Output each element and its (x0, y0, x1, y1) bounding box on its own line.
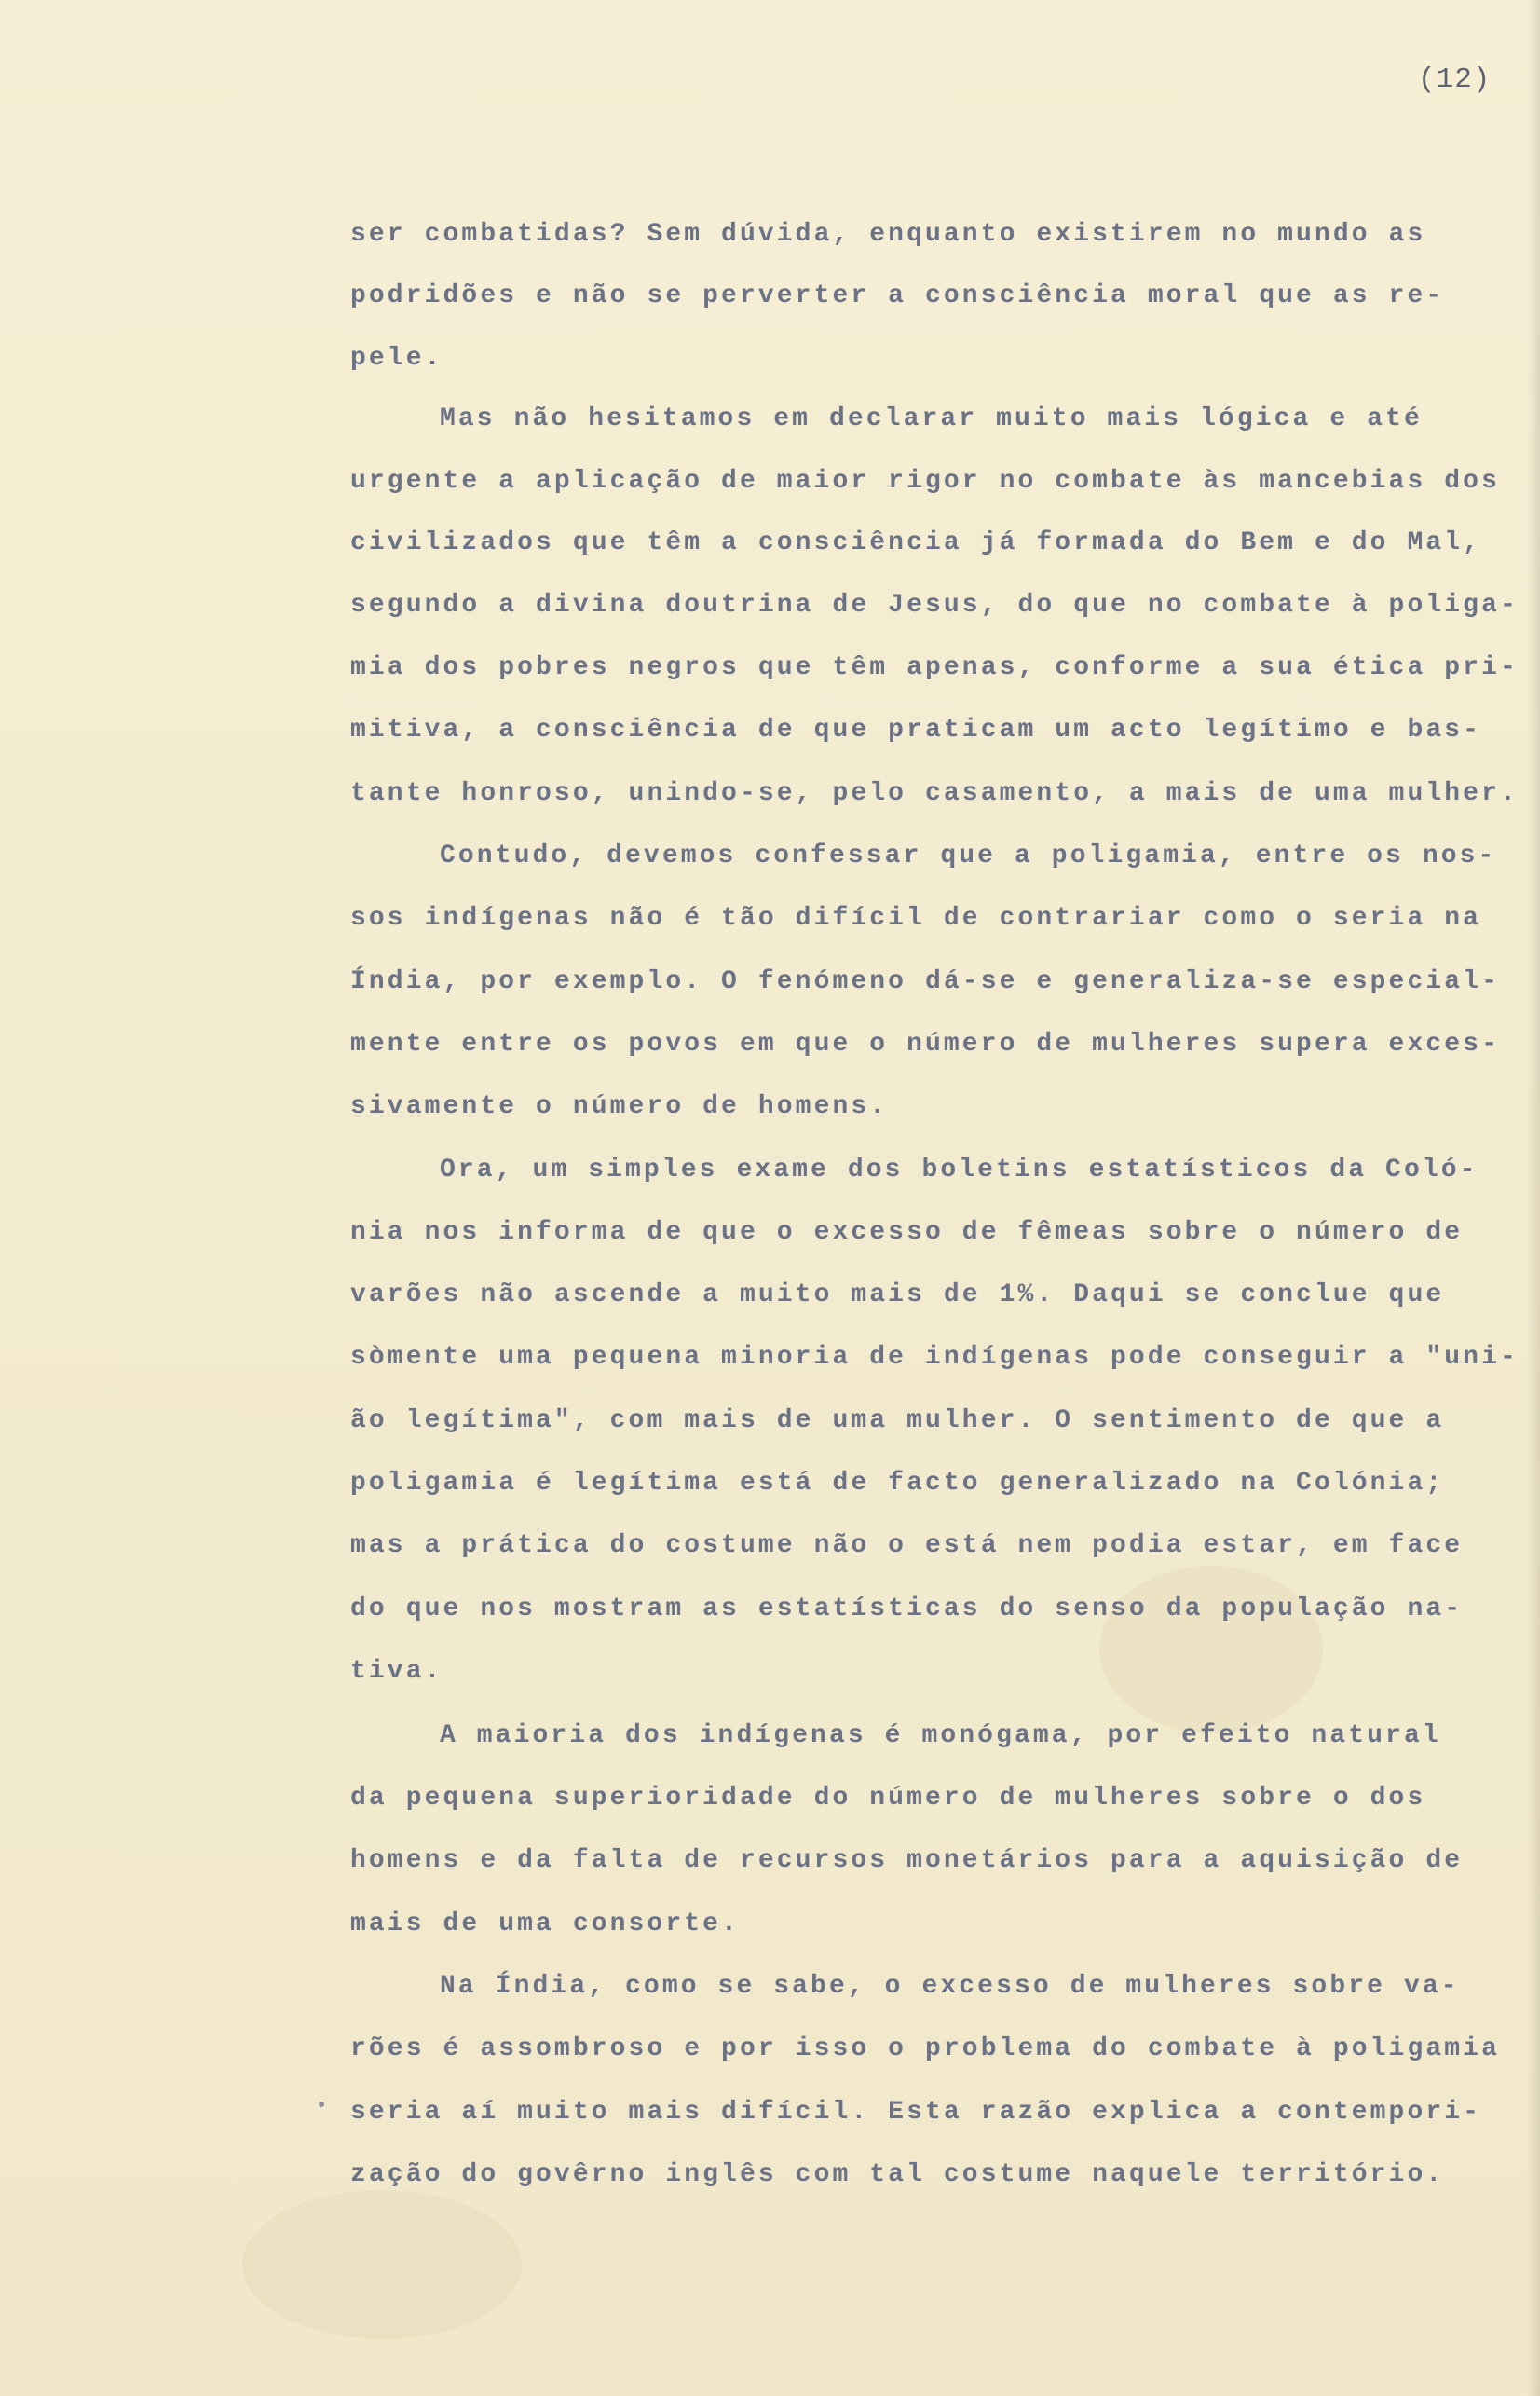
text-line: tante honroso, unindo-se, pelo casamento, a mais de uma mulher. (350, 779, 1519, 808)
paragraph-first-line: Ora, um simples exame dos boletins estatísticos da Coló- (440, 1156, 1479, 1184)
text-line: tiva. (350, 1657, 443, 1686)
paragraph-first-line: A maioria dos indígenas é monógama, por efeito natural (440, 1721, 1441, 1750)
text-line: mas a prática do costume não o está nem podia estar, em face (350, 1531, 1464, 1560)
margin-dot-mark (319, 2102, 324, 2107)
text-line: sòmente uma pequena minoria de indígenas pode conseguir a "uni- (350, 1343, 1519, 1372)
text-line: mente entre os povos em que o número de mulheres supera exces- (350, 1030, 1500, 1059)
text-line: homens e da falta de recursos monetários para a aquisição de (350, 1846, 1464, 1875)
text-line: nia nos informa de que o excesso de fêmeas sobre o número de (350, 1218, 1464, 1247)
text-line: seria aí muito mais difícil. Esta razão explica a contempori- (350, 2098, 1482, 2127)
text-line: mais de uma consorte. (350, 1910, 740, 1938)
page-number: (12) (1418, 63, 1492, 96)
text-line: mia dos pobres negros que têm apenas, conforme a sua ética pri- (350, 653, 1519, 682)
text-line: mitiva, a consciência de que praticam um acto legítimo e bas- (350, 716, 1482, 745)
text-line: zação do govêrno inglês com tal costume naquele território. (350, 2160, 1445, 2189)
text-line: sos indígenas não é tão difícil de contrariar como o seria na (350, 904, 1482, 933)
text-line: sivamente o número de homens. (350, 1092, 889, 1121)
text-line: varões não ascende a muito mais de 1%. Daqui se conclue que (350, 1280, 1445, 1309)
text-line: civilizados que têm a consciência já formada do Bem e do Mal, (350, 528, 1482, 557)
text-line: da pequena superioridade do número de mulheres sobre o dos (350, 1784, 1426, 1813)
text-line: ser combatidas? Sem dúvida, enquanto existirem no mundo as (350, 220, 1426, 249)
text-line: ão legítima", com mais de uma mulher. O sentimento de que a (350, 1406, 1445, 1435)
text-line: segundo a divina doutrina de Jesus, do que no combate à poliga- (350, 591, 1519, 620)
text-line: Índia, por exemplo. O fenómeno dá-se e generaliza-se especial- (350, 967, 1500, 996)
paragraph-first-line: Na Índia, como se sabe, o excesso de mulheres sobre va- (440, 1972, 1460, 2001)
text-line: pele. (350, 344, 443, 373)
paragraph-first-line: Mas não hesitamos em declarar muito mais lógica e até (440, 404, 1423, 433)
text-line: rões é assombroso e por isso o problema do combate à poligamia (350, 2034, 1500, 2063)
text-line: urgente a aplicação de maior rigor no combate às mancebias dos (350, 467, 1500, 496)
text-line: poligamia é legítima está de facto generalizado na Colónia; (350, 1469, 1445, 1498)
text-line: do que nos mostram as estatísticas do senso da população na- (350, 1595, 1464, 1623)
paragraph-first-line: Contudo, devemos confessar que a poligamia, entre os nos- (440, 842, 1497, 870)
text-line: podridões e não se perverter a consciência moral que as re- (350, 281, 1445, 310)
